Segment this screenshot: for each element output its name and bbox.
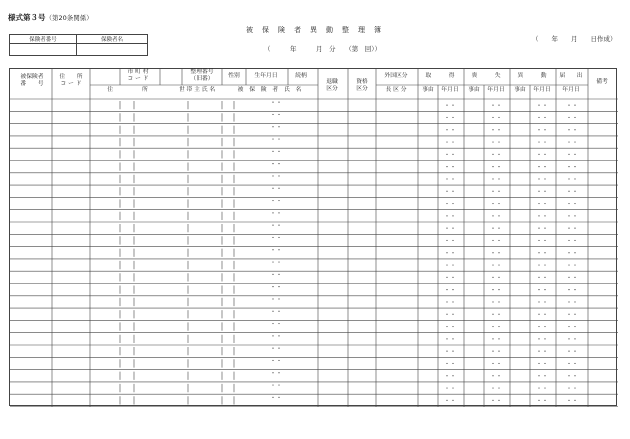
change-date-dots <box>544 252 545 253</box>
birth-date-dots <box>272 249 273 250</box>
birth-date-dots <box>278 225 279 226</box>
loss-date-dots <box>498 338 499 339</box>
birth-date-dots <box>272 311 273 312</box>
header-foreign: 外国区分 <box>384 73 408 79</box>
header-acquire: 取 得 <box>425 73 455 79</box>
loss-date-dots <box>498 363 499 364</box>
change-date-dots <box>538 387 539 388</box>
report-date-dots <box>568 301 569 302</box>
birth-date-dots <box>278 249 279 250</box>
birth-date-dots <box>278 175 279 176</box>
birth-date-dots <box>278 261 279 262</box>
acquire-date-dots <box>452 375 453 376</box>
acquire-date-dots <box>452 314 453 315</box>
change-date-dots <box>544 326 545 327</box>
change-date-dots <box>544 129 545 130</box>
acquire-date-dots <box>452 129 453 130</box>
loss-date-dots <box>492 228 493 229</box>
report-date-dots <box>574 314 575 315</box>
acquire-date-dots <box>446 326 447 327</box>
header-relation: 続柄 <box>295 73 307 79</box>
loss-date-dots <box>498 252 499 253</box>
birth-date-dots <box>272 335 273 336</box>
report-date-dots <box>574 363 575 364</box>
insurer-name-field[interactable] <box>77 44 148 56</box>
acquire-date-dots <box>452 338 453 339</box>
acquire-date-dots <box>446 387 447 388</box>
form-article: （第20条関係） <box>45 14 93 22</box>
acquire-date-dots <box>446 154 447 155</box>
change-date-dots <box>544 338 545 339</box>
created-date: （ 年 月 日作成） <box>532 35 617 43</box>
loss-date-dots <box>492 301 493 302</box>
acquire-date-dots <box>446 105 447 106</box>
report-date-dots <box>574 301 575 302</box>
birth-date-dots <box>278 323 279 324</box>
loss-date-dots <box>492 363 493 364</box>
report-date-dots <box>568 240 569 241</box>
header-address: 住 所 <box>107 87 148 93</box>
acquire-date-dots <box>452 154 453 155</box>
acquire-date-dots <box>446 252 447 253</box>
birth-date-dots <box>272 323 273 324</box>
change-date-dots <box>538 400 539 401</box>
report-date-dots <box>574 178 575 179</box>
report-date-dots <box>568 117 569 118</box>
change-date-dots <box>538 166 539 167</box>
loss-date-dots <box>492 264 493 265</box>
birth-date-dots <box>272 102 273 103</box>
birth-date-dots <box>278 237 279 238</box>
form-number <box>8 12 93 23</box>
birth-date-dots <box>278 335 279 336</box>
loss-date-dots <box>492 117 493 118</box>
change-date-dots <box>544 141 545 142</box>
report-date-dots <box>568 351 569 352</box>
change-date-dots <box>544 215 545 216</box>
change-date-dots <box>538 363 539 364</box>
acquire-date-dots <box>452 141 453 142</box>
report-date-dots <box>568 277 569 278</box>
loss-date-dots <box>498 301 499 302</box>
birth-date-dots <box>272 348 273 349</box>
header-sex: 性別 <box>228 73 240 79</box>
birth-date-dots <box>278 126 279 127</box>
loss-date-dots <box>498 215 499 216</box>
report-date-dots <box>568 105 569 106</box>
birth-date-dots <box>272 175 273 176</box>
report-date-dots <box>574 240 575 241</box>
birth-date-dots <box>278 311 279 312</box>
acquire-date-dots <box>452 387 453 388</box>
birth-date-dots <box>278 360 279 361</box>
loss-date-dots <box>492 166 493 167</box>
birth-date-dots <box>278 298 279 299</box>
acquire-date-dots <box>446 314 447 315</box>
acquire-date-dots <box>452 252 453 253</box>
birth-date-dots <box>278 384 279 385</box>
report-date-dots <box>568 166 569 167</box>
change-date-dots <box>538 252 539 253</box>
acquire-date-dots <box>446 166 447 167</box>
acquire-date-dots <box>452 400 453 401</box>
header-loss: 喪 失 <box>471 73 501 79</box>
loss-date-dots <box>498 314 499 315</box>
birth-date-dots <box>272 298 273 299</box>
report-date-dots <box>574 326 575 327</box>
change-date-dots <box>538 215 539 216</box>
change-date-dots <box>538 191 539 192</box>
ledger-title: 被 保 険 者 異 動 整 理 簿 <box>246 26 382 34</box>
change-date-dots <box>538 105 539 106</box>
header-insured-no: 被保険者 番 号 <box>20 74 44 87</box>
report-date-dots <box>574 338 575 339</box>
loss-date-dots <box>498 289 499 290</box>
change-date-dots <box>538 351 539 352</box>
change-date-dots <box>544 363 545 364</box>
birth-date-dots <box>272 372 273 373</box>
report-date-dots <box>568 314 569 315</box>
birth-date-dots <box>278 163 279 164</box>
birth-date-dots <box>272 384 273 385</box>
insurer-table <box>9 34 148 56</box>
acquire-date-dots <box>446 351 447 352</box>
loss-date-dots <box>492 314 493 315</box>
loss-date-dots <box>492 191 493 192</box>
change-date-dots <box>544 203 545 204</box>
report-date-dots <box>574 191 575 192</box>
header-insured-name: 被 保 険 者 氏 名 <box>237 87 302 93</box>
birth-date-dots <box>272 274 273 275</box>
header-ref-no: 整理番号 （旧番） <box>190 69 214 82</box>
acquire-date-dots <box>446 129 447 130</box>
report-date-dots <box>574 277 575 278</box>
insurer-number-label: 保険者番号 <box>10 35 77 44</box>
report-date-dots <box>574 228 575 229</box>
change-date-dots <box>544 264 545 265</box>
birth-date-dots <box>272 286 273 287</box>
header-household-head: 世 帯 主 氏 名 <box>178 87 216 93</box>
report-date-dots <box>574 289 575 290</box>
report-date-dots <box>568 400 569 401</box>
birth-date-dots <box>272 114 273 115</box>
acquire-date-dots <box>452 228 453 229</box>
report-date-dots <box>574 105 575 106</box>
report-date-dots <box>568 289 569 290</box>
birth-date-dots <box>278 286 279 287</box>
birth-date-dots <box>272 261 273 262</box>
report-date-dots <box>574 400 575 401</box>
birth-date-dots <box>272 212 273 213</box>
acquire-date-dots <box>452 203 453 204</box>
report-date-dots <box>568 203 569 204</box>
birth-date-dots <box>278 212 279 213</box>
change-date-dots <box>538 228 539 229</box>
loss-date-dots <box>498 277 499 278</box>
loss-date-dots <box>498 351 499 352</box>
birth-date-dots <box>272 397 273 398</box>
change-date-dots <box>544 289 545 290</box>
acquire-date-dots <box>446 228 447 229</box>
acquire-date-dots <box>452 289 453 290</box>
acquire-date-dots <box>446 215 447 216</box>
loss-date-dots <box>492 375 493 376</box>
loss-date-dots <box>498 178 499 179</box>
change-date-dots <box>544 400 545 401</box>
change-date-dots <box>538 375 539 376</box>
loss-date-dots <box>498 240 499 241</box>
loss-date-dots <box>498 400 499 401</box>
report-date-dots <box>574 166 575 167</box>
header-report: 届 出 <box>559 73 583 79</box>
change-date-dots <box>538 264 539 265</box>
loss-date-dots <box>498 228 499 229</box>
change-date-dots <box>544 166 545 167</box>
birth-date-dots <box>278 274 279 275</box>
report-date-dots <box>568 264 569 265</box>
header-change: 異 動 <box>517 73 547 79</box>
sub-acquire-date: 年月日 <box>441 87 459 93</box>
birth-date-dots <box>272 200 273 201</box>
loss-date-dots <box>492 351 493 352</box>
acquire-date-dots <box>452 264 453 265</box>
report-date-dots <box>574 387 575 388</box>
report-date-dots <box>568 178 569 179</box>
loss-date-dots <box>498 154 499 155</box>
acquire-date-dots <box>452 351 453 352</box>
birth-date-dots <box>278 348 279 349</box>
change-date-dots <box>544 240 545 241</box>
loss-date-dots <box>492 203 493 204</box>
report-date-dots <box>568 326 569 327</box>
report-date-dots <box>574 203 575 204</box>
acquire-date-dots <box>452 178 453 179</box>
report-date-dots <box>568 191 569 192</box>
report-date-dots <box>568 387 569 388</box>
acquire-date-dots <box>446 400 447 401</box>
birth-date-dots <box>278 372 279 373</box>
form-number-text: 様式第３号 <box>8 13 46 22</box>
loss-date-dots <box>492 141 493 142</box>
birth-date-dots <box>272 188 273 189</box>
change-date-dots <box>544 375 545 376</box>
acquire-date-dots <box>446 117 447 118</box>
sub-loss-reason: 事由 <box>468 87 480 93</box>
change-date-dots <box>544 351 545 352</box>
header-qualification: 資格 区分 <box>356 79 368 92</box>
report-date-dots <box>568 363 569 364</box>
change-date-dots <box>538 326 539 327</box>
loss-date-dots <box>498 387 499 388</box>
change-date-dots <box>544 178 545 179</box>
loss-date-dots <box>492 277 493 278</box>
change-date-dots <box>544 301 545 302</box>
change-date-dots <box>538 301 539 302</box>
acquire-date-dots <box>446 191 447 192</box>
acquire-date-dots <box>446 178 447 179</box>
report-date-dots <box>574 117 575 118</box>
header-remarks: 備考 <box>596 79 608 85</box>
birth-date-dots <box>272 360 273 361</box>
acquire-date-dots <box>446 289 447 290</box>
birth-date-dots <box>278 151 279 152</box>
change-date-dots <box>538 289 539 290</box>
acquire-date-dots <box>446 363 447 364</box>
birth-date-dots <box>272 237 273 238</box>
loss-date-dots <box>498 375 499 376</box>
report-date-dots <box>574 264 575 265</box>
loss-date-dots <box>498 141 499 142</box>
report-date-dots <box>574 375 575 376</box>
acquire-date-dots <box>446 375 447 376</box>
insurer-number-field[interactable] <box>10 44 77 56</box>
loss-date-dots <box>492 338 493 339</box>
change-date-dots <box>544 277 545 278</box>
report-date-dots <box>574 141 575 142</box>
birth-date-dots <box>272 225 273 226</box>
sub-change-date: 年月日 <box>533 87 551 93</box>
change-date-dots <box>538 314 539 315</box>
loss-date-dots <box>492 215 493 216</box>
report-date-dots <box>568 154 569 155</box>
report-date-dots <box>568 375 569 376</box>
loss-date-dots <box>498 105 499 106</box>
loss-date-dots <box>498 129 499 130</box>
change-date-dots <box>538 129 539 130</box>
loss-date-dots <box>492 400 493 401</box>
ledger-table <box>9 68 617 406</box>
loss-date-dots <box>498 326 499 327</box>
acquire-date-dots <box>452 277 453 278</box>
birth-date-dots <box>278 188 279 189</box>
loss-date-dots <box>492 387 493 388</box>
acquire-date-dots <box>446 141 447 142</box>
birth-date-dots <box>278 102 279 103</box>
loss-date-dots <box>498 166 499 167</box>
change-date-dots <box>538 338 539 339</box>
header-municipality-code: 市 町 村 コ ー ド <box>127 69 149 82</box>
header-long-term: 長 区 分 <box>385 87 407 93</box>
birth-date-dots <box>278 138 279 139</box>
report-date-dots <box>574 154 575 155</box>
acquire-date-dots <box>452 215 453 216</box>
report-date-dots <box>568 228 569 229</box>
ledger-grid <box>10 69 618 407</box>
acquire-date-dots <box>452 240 453 241</box>
acquire-date-dots <box>446 240 447 241</box>
birth-date-dots <box>272 126 273 127</box>
loss-date-dots <box>498 117 499 118</box>
change-date-dots <box>544 154 545 155</box>
loss-date-dots <box>492 326 493 327</box>
change-date-dots <box>538 154 539 155</box>
report-date-dots <box>574 215 575 216</box>
change-date-dots <box>538 203 539 204</box>
change-date-dots <box>538 277 539 278</box>
birth-date-dots <box>272 163 273 164</box>
change-date-dots <box>544 387 545 388</box>
acquire-date-dots <box>446 301 447 302</box>
loss-date-dots <box>492 105 493 106</box>
change-date-dots <box>538 178 539 179</box>
birth-date-dots <box>278 200 279 201</box>
change-date-dots <box>544 191 545 192</box>
birth-date-dots <box>278 397 279 398</box>
sub-acquire-reason: 事由 <box>422 87 434 93</box>
acquire-date-dots <box>452 301 453 302</box>
report-date-dots <box>568 252 569 253</box>
report-date-dots <box>568 129 569 130</box>
insurer-name-label: 保険者名 <box>77 35 148 44</box>
header-address-code: 住 所 コ ー ド <box>59 74 83 87</box>
report-date-dots <box>568 215 569 216</box>
report-date-dots <box>568 141 569 142</box>
loss-date-dots <box>492 178 493 179</box>
change-date-dots <box>538 117 539 118</box>
period-line: （ 年 月 分 （第 回）） <box>264 45 381 53</box>
acquire-date-dots <box>452 166 453 167</box>
change-date-dots <box>544 314 545 315</box>
report-date-dots <box>574 129 575 130</box>
header-retirement: 退職 区分 <box>326 79 338 92</box>
loss-date-dots <box>492 240 493 241</box>
acquire-date-dots <box>452 191 453 192</box>
birth-date-dots <box>278 114 279 115</box>
acquire-date-dots <box>446 338 447 339</box>
loss-date-dots <box>492 252 493 253</box>
acquire-date-dots <box>452 363 453 364</box>
report-date-dots <box>574 252 575 253</box>
loss-date-dots <box>492 129 493 130</box>
change-date-dots <box>538 141 539 142</box>
sub-report-date: 年月日 <box>562 87 580 93</box>
birth-date-dots <box>272 138 273 139</box>
acquire-date-dots <box>446 277 447 278</box>
acquire-date-dots <box>452 117 453 118</box>
report-date-dots <box>574 351 575 352</box>
change-date-dots <box>544 105 545 106</box>
report-date-dots <box>568 338 569 339</box>
loss-date-dots <box>492 154 493 155</box>
header-birth: 生年月日 <box>254 73 278 79</box>
loss-date-dots <box>492 289 493 290</box>
acquire-date-dots <box>452 105 453 106</box>
birth-date-dots <box>272 151 273 152</box>
sub-loss-date: 年月日 <box>487 87 505 93</box>
loss-date-dots <box>498 203 499 204</box>
change-date-dots <box>544 117 545 118</box>
acquire-date-dots <box>446 264 447 265</box>
change-date-dots <box>544 228 545 229</box>
acquire-date-dots <box>446 203 447 204</box>
change-date-dots <box>538 240 539 241</box>
loss-date-dots <box>498 264 499 265</box>
loss-date-dots <box>498 191 499 192</box>
acquire-date-dots <box>452 326 453 327</box>
sub-change-reason: 事由 <box>514 87 526 93</box>
